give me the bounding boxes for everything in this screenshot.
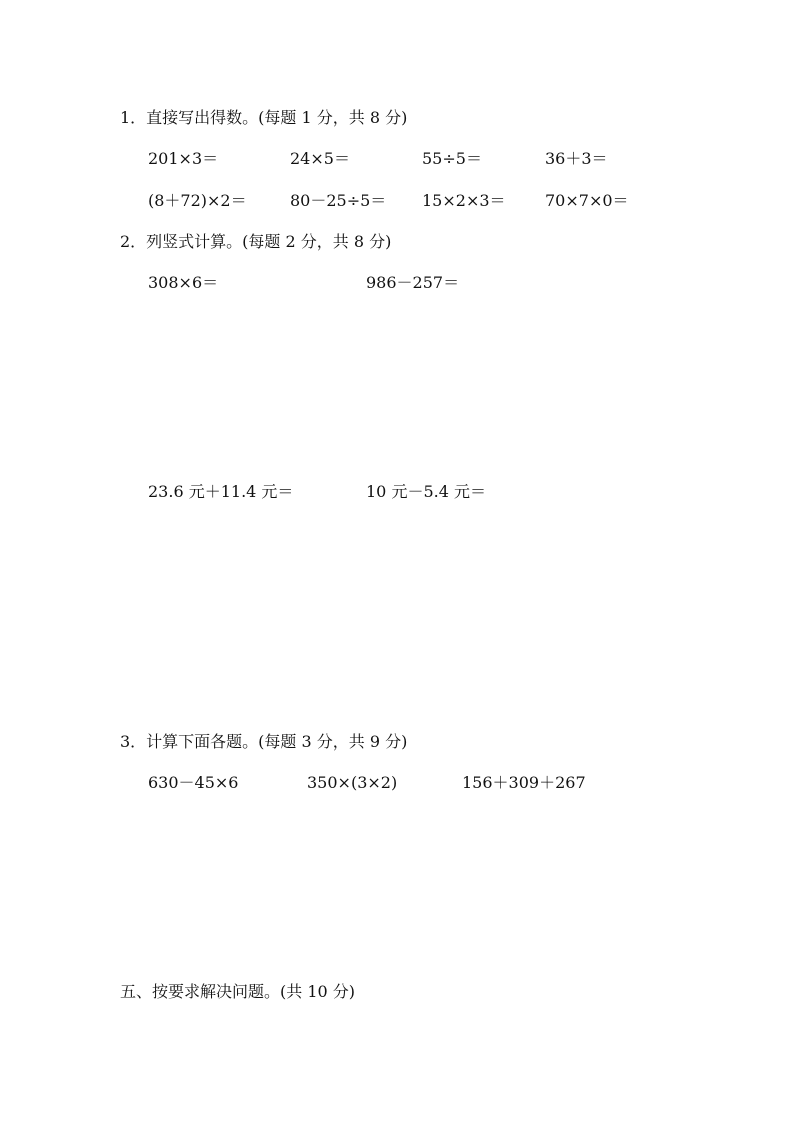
mental-math-item: 70×7×0＝ — [545, 191, 629, 210]
section-5-heading: 五、按要求解决问题。(共 10 分) — [120, 982, 356, 1001]
mental-math-item: 201×3＝ — [148, 149, 219, 168]
section-2-heading: 2．列竖式计算。(每题 2 分，共 8 分) — [120, 232, 392, 251]
mental-math-item: 55÷5＝ — [422, 149, 482, 168]
section-1-heading: 1．直接写出得数。(每题 1 分，共 8 分) — [120, 108, 408, 127]
vertical-calc-item: 986－257＝ — [366, 273, 460, 292]
mental-math-item: 80－25÷5＝ — [290, 191, 387, 210]
mental-math-item: 24×5＝ — [290, 149, 350, 168]
calc-item: 630－45×6 — [148, 773, 239, 792]
mental-math-item: (8＋72)×2＝ — [148, 191, 247, 210]
section-3-heading: 3．计算下面各题。(每题 3 分，共 9 分) — [120, 732, 408, 751]
mental-math-item: 36＋3＝ — [545, 149, 608, 168]
vertical-calc-item: 23.6 元＋11.4 元＝ — [148, 482, 294, 501]
vertical-calc-item: 308×6＝ — [148, 273, 219, 292]
calc-item: 156＋309＋267 — [462, 773, 586, 792]
vertical-calc-item: 10 元－5.4 元＝ — [366, 482, 486, 501]
calc-item: 350×(3×2) — [307, 773, 398, 792]
mental-math-item: 15×2×3＝ — [422, 191, 506, 210]
